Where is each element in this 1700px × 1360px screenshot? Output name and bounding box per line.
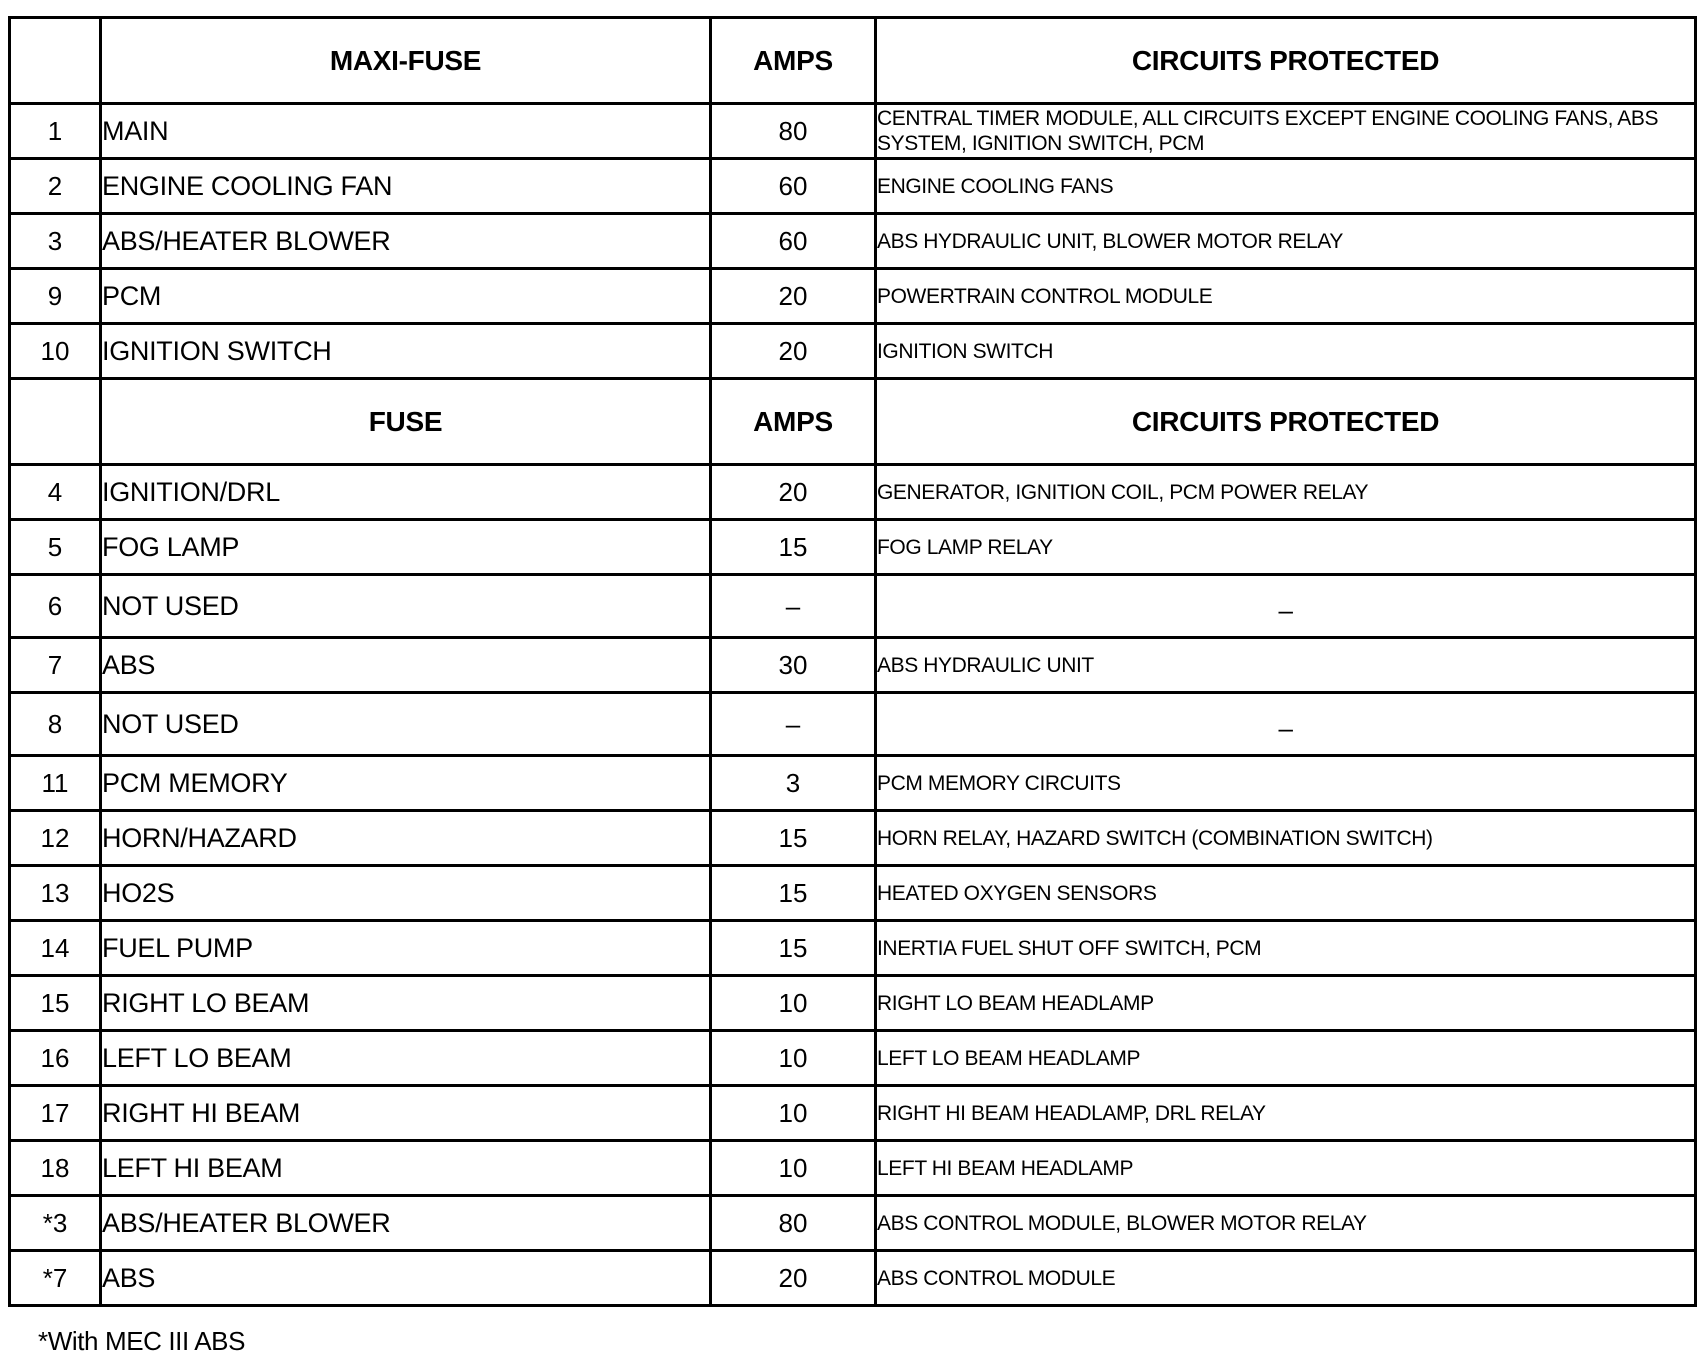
fuse-amps: 15: [711, 811, 876, 866]
header-circuits: CIRCUITS PROTECTED: [876, 379, 1696, 465]
header-amps: AMPS: [711, 379, 876, 465]
fuse-name: NOT USED: [101, 693, 711, 756]
fuse-amps: 20: [711, 324, 876, 379]
table-row: [10, 693, 1696, 756]
fuse-number: 11: [10, 756, 101, 811]
table-row: [10, 104, 1696, 159]
fuse-number: 17: [10, 1086, 101, 1141]
fuse-number: *7: [10, 1251, 101, 1306]
circuits-protected: LEFT LO BEAM HEADLAMP: [876, 1031, 1696, 1086]
table-row: [10, 159, 1696, 214]
fuse-name: HO2S: [101, 866, 711, 921]
circuits-protected: HORN RELAY, HAZARD SWITCH (COMBINATION SWITCH): [876, 811, 1696, 866]
header-number: [10, 18, 101, 104]
fuse-name: ABS: [101, 638, 711, 693]
table-row: [10, 269, 1696, 324]
fuse-number: 4: [10, 465, 101, 520]
fuse-name: LEFT LO BEAM: [101, 1031, 711, 1086]
fuse-table: [8, 16, 1697, 1307]
circuits-protected: LEFT HI BEAM HEADLAMP: [876, 1141, 1696, 1196]
fuse-name: ABS/HEATER BLOWER: [101, 214, 711, 269]
circuits-protected: IGNITION SWITCH: [876, 324, 1696, 379]
table-row: [10, 756, 1696, 811]
table-row: [10, 1031, 1696, 1086]
circuits-protected: PCM MEMORY CIRCUITS: [876, 756, 1696, 811]
fuse-number: 15: [10, 976, 101, 1031]
fuse-name: ABS/HEATER BLOWER: [101, 1196, 711, 1251]
fuse-amps: 80: [711, 104, 876, 159]
table-row: [10, 638, 1696, 693]
table-row: [10, 1086, 1696, 1141]
fuse-number: *3: [10, 1196, 101, 1251]
fuse-amps: 10: [711, 1031, 876, 1086]
circuits-protected: ENGINE COOLING FANS: [876, 159, 1696, 214]
fuse-number: 12: [10, 811, 101, 866]
circuits-protected: GENERATOR, IGNITION COIL, PCM POWER RELAY: [876, 465, 1696, 520]
fuse-amps: 10: [711, 1086, 876, 1141]
fuse-amps: 3: [711, 756, 876, 811]
circuits-protected: –: [876, 575, 1696, 638]
circuits-protected: ABS HYDRAULIC UNIT: [876, 638, 1696, 693]
fuse-number: 1: [10, 104, 101, 159]
fuse-name: IGNITION SWITCH: [101, 324, 711, 379]
fuse-name: MAIN: [101, 104, 711, 159]
fuse-name: LEFT HI BEAM: [101, 1141, 711, 1196]
fuse-amps: 20: [711, 269, 876, 324]
fuse-number: 5: [10, 520, 101, 575]
fuse-number: 7: [10, 638, 101, 693]
footnote: *With MEC III ABS: [38, 1326, 246, 1356]
fuse-number: 18: [10, 1141, 101, 1196]
header-amps: AMPS: [711, 18, 876, 104]
fuse-name: PCM MEMORY: [101, 756, 711, 811]
fuse-amps: 15: [711, 866, 876, 921]
table-row: [10, 1141, 1696, 1196]
fuse-amps: 30: [711, 638, 876, 693]
header-circuits: CIRCUITS PROTECTED: [876, 18, 1696, 104]
table-row: [10, 214, 1696, 269]
circuits-protected: RIGHT LO BEAM HEADLAMP: [876, 976, 1696, 1031]
fuse-number: 16: [10, 1031, 101, 1086]
table-row: [10, 976, 1696, 1031]
circuits-protected: CENTRAL TIMER MODULE, ALL CIRCUITS EXCEPT ENGINE COOLING FANS, ABS SYSTEM, IGNITION SWITCH, PCM: [876, 104, 1696, 159]
fuse-number: 3: [10, 214, 101, 269]
fuse-name: PCM: [101, 269, 711, 324]
fuse-amps: 10: [711, 1141, 876, 1196]
fuse-name: RIGHT HI BEAM: [101, 1086, 711, 1141]
table-row: [10, 465, 1696, 520]
table-row: [10, 866, 1696, 921]
table-row: [10, 520, 1696, 575]
fuse-number: 6: [10, 575, 101, 638]
fuse-amps: 15: [711, 921, 876, 976]
circuits-protected: ABS HYDRAULIC UNIT, BLOWER MOTOR RELAY: [876, 214, 1696, 269]
fuse-number: 10: [10, 324, 101, 379]
fuse-name: HORN/HAZARD: [101, 811, 711, 866]
circuits-protected: ABS CONTROL MODULE, BLOWER MOTOR RELAY: [876, 1196, 1696, 1251]
fuse-name: IGNITION/DRL: [101, 465, 711, 520]
fuse-number: 14: [10, 921, 101, 976]
circuits-protected: POWERTRAIN CONTROL MODULE: [876, 269, 1696, 324]
circuits-protected: INERTIA FUEL SHUT OFF SWITCH, PCM: [876, 921, 1696, 976]
fuse-name: ABS: [101, 1251, 711, 1306]
fuse-amps: 60: [711, 214, 876, 269]
table-row: [10, 921, 1696, 976]
fuse-name: NOT USED: [101, 575, 711, 638]
fuse-amps: 80: [711, 1196, 876, 1251]
table-row: [10, 1251, 1696, 1306]
fuse-name: RIGHT LO BEAM: [101, 976, 711, 1031]
fuse-amps: –: [711, 693, 876, 756]
fuse-amps: –: [711, 575, 876, 638]
fuse-amps: 20: [711, 1251, 876, 1306]
fuse-amps: 20: [711, 465, 876, 520]
fuse-number: 13: [10, 866, 101, 921]
section-header-row: [10, 18, 1696, 104]
fuse-amps: 15: [711, 520, 876, 575]
fuse-table-body: [10, 18, 1696, 1306]
circuits-protected: HEATED OXYGEN SENSORS: [876, 866, 1696, 921]
table-row: [10, 575, 1696, 638]
table-row: [10, 324, 1696, 379]
header-fuse-name: MAXI-FUSE: [101, 18, 711, 104]
fuse-number: 2: [10, 159, 101, 214]
circuits-protected: FOG LAMP RELAY: [876, 520, 1696, 575]
fuse-chart: [8, 16, 1694, 1307]
header-number: [10, 379, 101, 465]
circuits-protected: –: [876, 693, 1696, 756]
circuits-protected: RIGHT HI BEAM HEADLAMP, DRL RELAY: [876, 1086, 1696, 1141]
fuse-amps: 10: [711, 976, 876, 1031]
circuits-protected: ABS CONTROL MODULE: [876, 1251, 1696, 1306]
table-row: [10, 1196, 1696, 1251]
fuse-number: 9: [10, 269, 101, 324]
fuse-number: 8: [10, 693, 101, 756]
fuse-name: ENGINE COOLING FAN: [101, 159, 711, 214]
fuse-name: FOG LAMP: [101, 520, 711, 575]
section-header-row: [10, 379, 1696, 465]
fuse-amps: 60: [711, 159, 876, 214]
header-fuse-name: FUSE: [101, 379, 711, 465]
table-row: [10, 811, 1696, 866]
fuse-name: FUEL PUMP: [101, 921, 711, 976]
